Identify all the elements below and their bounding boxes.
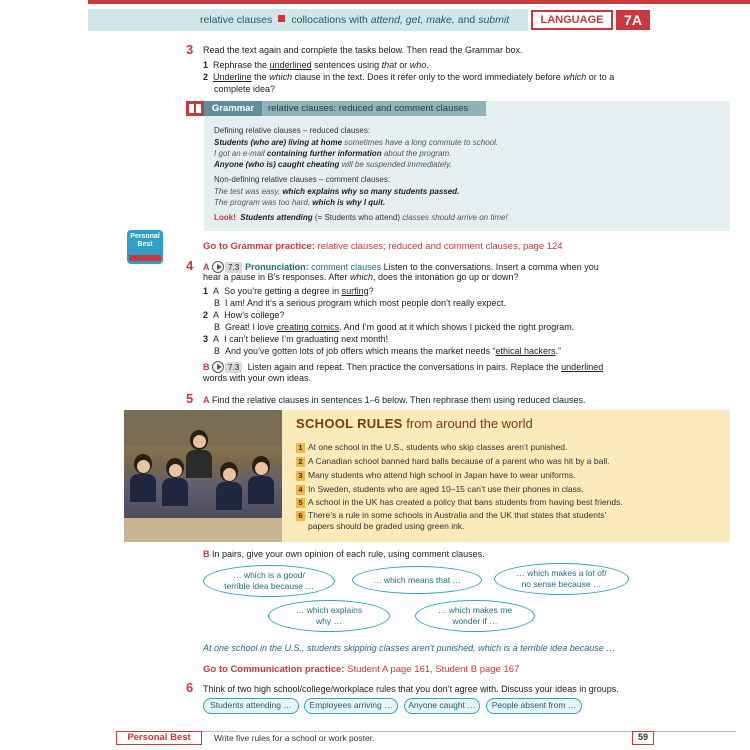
rule-text: At one school in the U.S., students who skip classes aren’t punished. xyxy=(308,442,568,452)
page-number: 59 xyxy=(632,731,654,745)
header-topics xyxy=(200,14,509,26)
task-1-text: Rephrase the xyxy=(213,60,270,70)
speaker-b: B xyxy=(214,298,221,308)
exercise-5a-letter: A xyxy=(203,395,210,405)
rule-number: 2 xyxy=(296,457,305,467)
conversation-3-b-underlined: ethical hackers xyxy=(495,346,556,356)
language-tag: LANGUAGE xyxy=(531,10,613,30)
bubble-line-1: … which makes a lot of/ xyxy=(516,568,607,578)
non-defining-example-1 xyxy=(214,187,459,197)
sentence-starter-pill: Students attending … xyxy=(203,698,299,714)
conversation-1-a xyxy=(203,286,374,297)
conversation-1-a-underlined: surfing xyxy=(341,286,369,296)
exercise-3-task-2-line-2: complete idea? xyxy=(214,84,276,94)
pronunciation-topic: comment clauses xyxy=(308,262,382,272)
conversation-1-number: 1 xyxy=(203,286,209,296)
exercise-4b-underlined: underlined xyxy=(561,362,604,372)
rule-number: 3 xyxy=(296,471,305,481)
rule-text: There’s a rule in some schools in Australia and the UK that states that students’ xyxy=(308,510,607,520)
conversation-3-b-text: And you’ve gotten lots of job offers which means the market needs “ xyxy=(225,346,496,356)
conversation-3-number: 3 xyxy=(203,334,209,344)
speaker-b: B xyxy=(214,322,221,332)
conversation-3-b xyxy=(214,346,561,357)
exercise-3-number: 3 xyxy=(186,42,194,57)
task-2-which: which xyxy=(269,72,293,82)
photo-teacher-body xyxy=(186,450,212,478)
conversation-2-b-end: . And I’m good at it which shows I picked the right program. xyxy=(339,322,575,332)
look-label: Look! xyxy=(214,213,236,222)
goto-grammar-rest: relative clauses; reduced and comment clauses, page 124 xyxy=(314,241,563,252)
look-note xyxy=(214,213,508,223)
school-rules-title xyxy=(296,416,533,431)
goto-communication-bold: Go to Communication practice: xyxy=(203,664,345,675)
audio-track-number: 7.3 xyxy=(225,262,242,273)
speaker-a: A xyxy=(213,286,220,296)
photo-student-body xyxy=(216,482,242,510)
conversation-2-a-text: How’s college? xyxy=(224,310,285,320)
conversation-1-b-text: I am! And it’s a serious program which most people don’t really expect. xyxy=(225,298,507,308)
defining-example-1 xyxy=(214,138,498,148)
personal-best-line-1: Personal xyxy=(130,233,160,240)
non-defining-heading: Non-defining relative clauses – comment clauses: xyxy=(214,175,391,184)
rule-item xyxy=(296,470,575,481)
separator-square xyxy=(278,15,285,22)
bubble-line-1: … which is a good/ xyxy=(233,570,305,580)
rule-number: 4 xyxy=(296,485,305,495)
exercise-4b-line-1 xyxy=(203,361,603,373)
conversation-1-a-end: ? xyxy=(368,286,374,296)
defining-example-2-bold: containing further information xyxy=(266,149,382,158)
topic-and: and xyxy=(457,14,476,26)
exercise-3-task-1 xyxy=(203,60,429,71)
exercise-4a-text-1: Listen to the conversations. Insert a comma when you xyxy=(381,262,599,272)
exercise-6-instruction: Think of two high school/college/workplace rules that you don’t agree with. Discuss your ideas in groups. xyxy=(203,684,619,694)
topic-relative-clauses: relative clauses xyxy=(200,14,273,26)
conversation-2-b-underlined: creating comics xyxy=(276,322,340,332)
exercise-4a-text-3: , does the intonation go up or down? xyxy=(372,272,519,282)
conversation-3-a xyxy=(203,334,388,345)
bubble-line-2: why … xyxy=(316,616,342,626)
conversation-2-number: 2 xyxy=(203,310,209,320)
non-defining-example-2 xyxy=(214,198,385,208)
topic-collocations: collocations with xyxy=(291,14,368,26)
defining-example-2-rest: about the program. xyxy=(381,149,452,158)
non-defining-example-1-start: The test was easy, xyxy=(214,187,283,196)
exercise-3-task-2 xyxy=(203,72,614,83)
rule-item xyxy=(296,484,584,495)
conversation-2-a xyxy=(203,310,284,321)
rule-number: 1 xyxy=(296,443,305,453)
defining-example-2-start: I got an e-mail xyxy=(214,149,267,158)
exercise-4b-letter: B xyxy=(203,362,210,372)
conversation-1-a-text: So you’re getting a degree in xyxy=(224,286,342,296)
photo-student-body xyxy=(130,474,156,502)
example-answer: At one school in the U.S., students skipping classes aren’t punished, which is a terrible idea because … xyxy=(203,643,616,653)
exercise-5-number: 5 xyxy=(186,391,194,406)
defining-example-1-bold: Students (who are) living at home xyxy=(214,138,343,147)
task-2-text-a: the xyxy=(251,72,270,82)
rule-text: A school in the UK has created a policy that bans students from having best friends. xyxy=(308,497,623,507)
task-2-text-c: or to a xyxy=(586,72,615,82)
defining-example-3-rest: will be suspended immediately. xyxy=(339,160,452,169)
photo-student-face xyxy=(169,464,182,477)
look-rest: classes should arrive on time! xyxy=(402,213,508,222)
unit-tag: 7A xyxy=(616,10,650,30)
bubble-line-2: terrible idea because … xyxy=(224,581,314,591)
task-2-text-b: clause in the text. Does it refer only to the word immediately before xyxy=(292,72,564,82)
topic-collocation-words: attend, get, make, xyxy=(370,14,455,26)
play-audio-icon[interactable] xyxy=(212,361,224,373)
look-bold: Students attending xyxy=(240,213,313,222)
sentence-starter-pill: Anyone caught … xyxy=(404,698,480,714)
task-1-number: 1 xyxy=(203,60,209,70)
audio-track-number: 7.3 xyxy=(225,362,242,373)
exercise-4a-letter: A xyxy=(203,262,210,272)
rule-text: Many students who attend high school in Japan have to wear uniforms. xyxy=(308,470,576,480)
exercise-4a-text-2: hear a pause in B’s responses. After xyxy=(203,272,350,282)
speaker-a: A xyxy=(213,310,220,320)
task-2-which-2: which xyxy=(563,72,587,82)
speech-bubble xyxy=(494,563,629,595)
footer-personal-best-label: Personal Best xyxy=(116,731,202,745)
exercise-5b-text: In pairs, give your own opinion of each rule, using comment clauses. xyxy=(209,549,485,559)
rule-text: A Canadian school banned hard balls because of a parent who was hit by a ball. xyxy=(308,456,610,466)
exercise-4a-line-2 xyxy=(203,272,519,283)
bubble-line-1: … which makes me xyxy=(437,605,513,615)
defining-example-1-rest: sometimes have a long commute to school. xyxy=(342,138,499,147)
defining-example-3-bold: Anyone (who is) caught cheating xyxy=(214,160,340,169)
sentence-starter-pill: Employees arriving … xyxy=(304,698,398,714)
bubble-line-2: wonder if … xyxy=(452,616,498,626)
exercise-4-number: 4 xyxy=(186,258,194,273)
speech-bubble xyxy=(415,600,535,632)
goto-communication-practice[interactable] xyxy=(203,664,519,675)
book-icon xyxy=(186,101,204,116)
task-1-underlined: underlined xyxy=(269,60,312,70)
footer-task: Write five rules for a school or work poster. xyxy=(214,733,375,743)
page-header xyxy=(88,5,750,35)
exercise-6-number: 6 xyxy=(186,680,194,695)
exercise-4b-text-1: Listen again and repeat. Then practice the conversations in pairs. Replace the xyxy=(245,362,562,372)
classroom-photo xyxy=(124,410,282,542)
speaker-b: B xyxy=(214,346,221,356)
task-1-that: that xyxy=(381,60,397,70)
photo-desk xyxy=(124,518,282,542)
exercise-5a-instruction xyxy=(203,395,586,406)
rule-text: In Sweden, students who are aged 10–15 can’t use their phones in class. xyxy=(308,484,584,494)
badge-stripe xyxy=(129,255,161,261)
rule-item xyxy=(296,510,606,521)
bubble-line-1: … which explains xyxy=(295,605,363,615)
exercise-3-intro: Read the text again and complete the tasks below. Then read the Grammar box. xyxy=(203,45,523,55)
exercise-4a-which: which xyxy=(349,272,373,282)
defining-example-2 xyxy=(214,149,451,159)
conversation-3-a-text: I can’t believe I’m graduating next month! xyxy=(224,334,389,344)
bubble-line-1: … which means that … xyxy=(373,574,461,585)
rule-6-line-2: papers should be graded using green ink. xyxy=(308,521,465,531)
defining-example-3 xyxy=(214,160,452,170)
exercise-4b-line-2: words with your own ideas. xyxy=(203,373,312,383)
school-rules-title-rest: from around the world xyxy=(402,416,533,431)
bubble-line-2: no sense because … xyxy=(521,579,602,589)
task-1-text-b: sentences using xyxy=(311,60,382,70)
speech-bubble xyxy=(352,566,482,594)
goto-grammar-practice[interactable] xyxy=(203,241,563,252)
photo-student-face xyxy=(255,462,268,475)
non-defining-example-2-bold: which is why I quit. xyxy=(312,198,386,207)
grammar-title: relative clauses: reduced and comment clauses xyxy=(268,103,469,114)
task-2-number: 2 xyxy=(203,72,209,82)
speech-bubble xyxy=(268,600,390,632)
exercise-5b-letter: B xyxy=(203,549,210,559)
sentence-starter-pill: People absent from … xyxy=(486,698,582,714)
look-gloss: (= Students who attend) xyxy=(312,213,403,222)
conversation-3-b-end: .” xyxy=(555,346,562,356)
rule-number: 6 xyxy=(296,511,305,521)
non-defining-example-1-bold: which explains why so many students passed. xyxy=(282,187,460,196)
speaker-a: A xyxy=(213,334,220,344)
goto-grammar-bold: Go to Grammar practice: xyxy=(203,241,315,252)
rule-item xyxy=(296,497,623,508)
photo-student-body xyxy=(162,478,188,506)
goto-communication-rest: Student A page 161, Student B page 167 xyxy=(344,664,520,675)
non-defining-example-2-start: The program was too hard, xyxy=(214,198,313,207)
personal-best-line-2: Best xyxy=(137,241,153,248)
task-1-end: . xyxy=(426,60,429,70)
photo-student-body xyxy=(248,476,274,504)
photo-student-face xyxy=(223,468,236,481)
top-accent-bar xyxy=(88,0,750,4)
grammar-label: Grammar xyxy=(204,101,262,116)
conversation-2-b-text: Great! I love xyxy=(225,322,277,332)
rule-item xyxy=(296,456,609,467)
task-2-underline-word: Underline xyxy=(213,72,252,82)
topic-submit: submit xyxy=(478,14,510,26)
rule-number: 5 xyxy=(296,498,305,508)
defining-heading: Defining relative clauses – reduced clauses: xyxy=(214,126,371,135)
conversation-2-b xyxy=(214,322,574,333)
photo-student-face xyxy=(137,460,150,473)
rule-item xyxy=(296,442,567,453)
school-rules-title-bold: SCHOOL RULES xyxy=(296,416,403,431)
exercise-5a-text: Find the relative clauses in sentences 1–6 below. Then rephrase them using reduced clauses. xyxy=(209,395,586,405)
conversation-1-b xyxy=(214,298,506,309)
task-1-who: who xyxy=(409,60,427,70)
speech-bubble xyxy=(203,565,335,597)
pronunciation-label: Pronunciation: xyxy=(245,262,309,272)
photo-teacher-face xyxy=(193,435,206,448)
task-1-or: or xyxy=(396,60,410,70)
personal-best-badge xyxy=(127,230,163,264)
exercise-5b-instruction xyxy=(203,549,485,560)
